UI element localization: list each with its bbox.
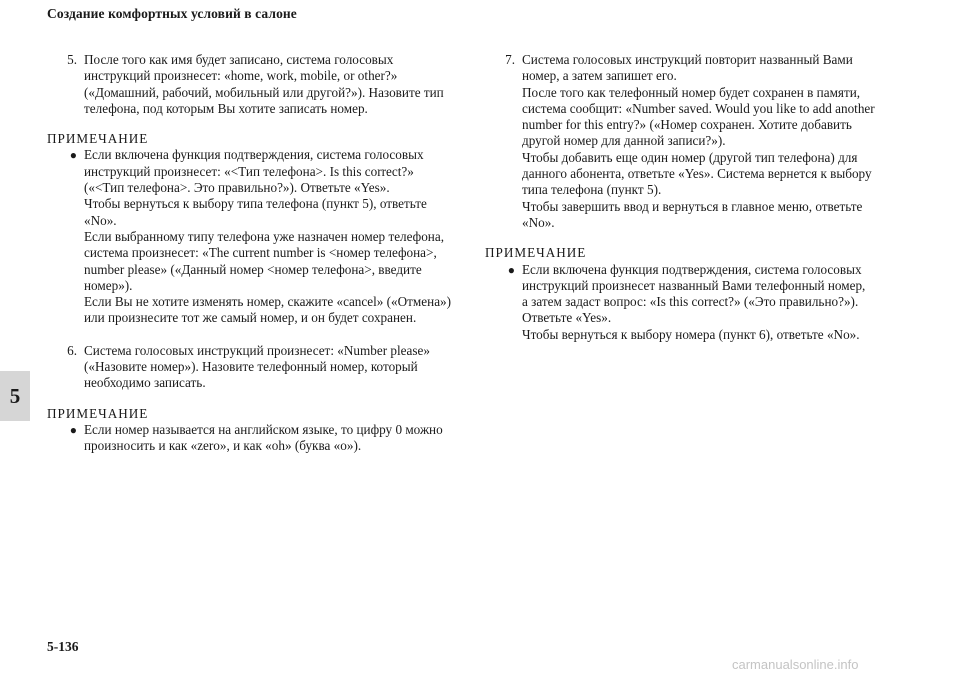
note-title: ПРИМЕЧАНИЕ xyxy=(47,405,149,421)
bullet-icon: ● xyxy=(507,262,515,277)
chapter-tab: 5 xyxy=(0,371,30,421)
text-line: система сообщит: «Number saved. Would you like to add another xyxy=(522,100,875,116)
text-line: другой номер для данной записи?»). xyxy=(522,133,726,149)
text-line: После того как имя будет записано, система голосовых xyxy=(84,52,394,67)
text-line: («Назовите номер»). Назовите телефонный номер, который xyxy=(84,359,418,375)
text-line: number for this entry?» («Номер сохранен. Хотите добавить xyxy=(522,117,852,133)
text-line: инструкций произнесет: «home, work, mobile, or other?» xyxy=(84,68,398,84)
text-line: Если номер называется на английском языке, то цифру 0 можно xyxy=(84,421,443,437)
text-line: произносить и как «zero», и как «oh» (буква «o»). xyxy=(84,438,362,454)
step-5 xyxy=(47,52,467,117)
note-title: ПРИМЕЧАНИЕ xyxy=(485,245,587,261)
watermark: carmanualsonline.info xyxy=(732,657,859,672)
text-line: номер, а затем запишет его. xyxy=(522,68,677,84)
text-line: инструкций произнесет названный Вами телефонный номер, xyxy=(522,277,866,293)
right-column xyxy=(485,52,915,343)
text-line: система произнесет: «The current number is <номер телефона>, xyxy=(84,245,437,261)
bullet-icon: ● xyxy=(69,422,77,437)
step-7 xyxy=(485,52,915,231)
text-line: Если Вы не хотите изменять номер, скажите «cancel» («Отмена») xyxy=(84,294,452,310)
text-line: Чтобы завершить ввод и вернуться в главное меню, ответьте xyxy=(522,198,863,214)
note-text xyxy=(522,262,915,343)
step-number: 5. xyxy=(67,52,77,67)
step-text xyxy=(84,52,467,117)
text-line: number please» («Данный номер <номер телефона>, введите xyxy=(84,261,422,277)
text-line: Система голосовых инструкций повторит названный Вами xyxy=(522,52,853,67)
text-line: Если включена функция подтверждения, система голосовых xyxy=(84,147,424,163)
note-title: ПРИМЕЧАНИЕ xyxy=(47,131,149,147)
text-line: необходимо записать. xyxy=(84,375,206,391)
step-number: 7. xyxy=(505,52,515,67)
text-line: После того как телефонный номер будет сохранен в памяти, xyxy=(522,84,861,100)
note-text xyxy=(84,147,467,326)
text-line: или произнесите тот же самый номер, и он будет сохранен. xyxy=(84,310,417,326)
text-line: Ответьте «Yes». xyxy=(522,310,612,326)
text-line: данного абонента, ответьте «Yes». Система вернется к выбору xyxy=(522,166,872,182)
text-line: Чтобы вернуться к выбору типа телефона (пункт 5), ответьте xyxy=(84,196,427,212)
text-line: телефона, под которым Вы хотите записать номер. xyxy=(84,100,368,116)
text-line: («<Тип телефона>. Это правильно?»). Ответьте «Yes». xyxy=(84,180,390,196)
text-line: Если выбранному типу телефона уже назначен номер телефона, xyxy=(84,228,445,244)
text-line: Чтобы вернуться к выбору номера (пункт 6), ответьте «No». xyxy=(522,326,860,342)
page-header: Создание комфортных условий в салоне xyxy=(47,6,297,21)
text-line: типа телефона (пункт 5). xyxy=(522,182,662,198)
text-line: Если включена функция подтверждения, система голосовых xyxy=(522,261,862,277)
note-2 xyxy=(47,422,467,455)
text-line: «No». xyxy=(522,214,555,230)
step-6 xyxy=(47,343,467,392)
note-1 xyxy=(47,147,467,326)
step-number: 6. xyxy=(67,342,77,358)
page-number: 5-136 xyxy=(47,639,79,654)
text-line: Чтобы добавить еще один номер (другой тип телефона) для xyxy=(522,149,858,165)
text-line: а затем задаст вопрос: «Is this correct?» («Это правильно?»). xyxy=(522,294,859,310)
text-line: «No». xyxy=(84,212,117,228)
text-line: («Домашний, рабочий, мобильный или другой?»). Назовите тип xyxy=(84,84,444,100)
note-3 xyxy=(485,262,915,343)
text-line: Система голосовых инструкций произнесет: «Number please» xyxy=(84,342,430,358)
note-text xyxy=(84,422,467,455)
left-column xyxy=(47,52,467,455)
text-line: инструкций произнесет: «<Тип телефона>. Is this correct?» xyxy=(84,163,414,179)
text-line: номер»). xyxy=(84,277,133,293)
step-text xyxy=(84,343,467,392)
step-text xyxy=(522,52,915,231)
bullet-icon: ● xyxy=(69,148,77,163)
